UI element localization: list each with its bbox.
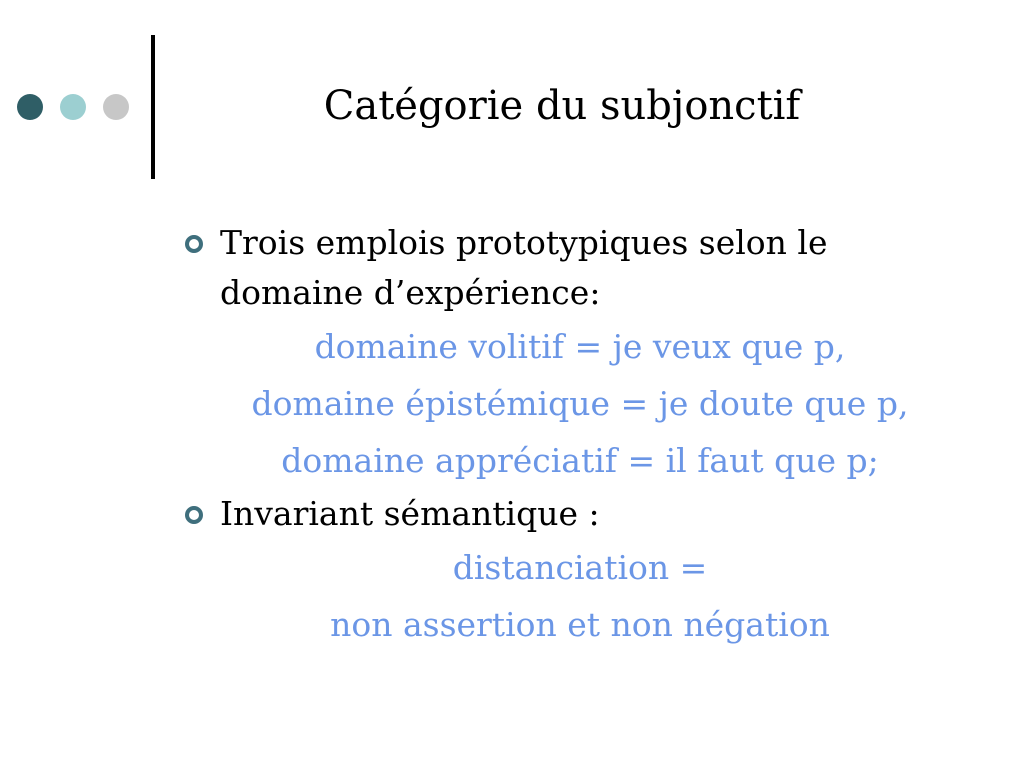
ring-bullet-icon (185, 235, 203, 253)
bullet-text: Invariant sémantique : (220, 494, 600, 533)
dot-light-icon (103, 94, 129, 120)
ring-bullet-icon (185, 506, 203, 524)
slide-body (180, 218, 970, 653)
bullet-item-invariant (180, 489, 970, 539)
sub-line-distanciation: distanciation = (452, 548, 708, 587)
dot-dark-icon (17, 94, 43, 120)
dot-mid-icon (60, 94, 86, 120)
slide-title: Catégorie du subjonctif (323, 83, 801, 129)
bullet-item-emplois (180, 218, 970, 318)
sub-line-non-assertion: non assertion et non négation (330, 605, 830, 644)
bullet-text: Trois emplois prototypiques selon le domaine d’expérience: (220, 223, 828, 312)
title-divider (151, 35, 155, 179)
sub-line-epistemique: domaine épistémique = je doute que p, (251, 384, 909, 423)
sub-line-volitif: domaine volitif = je veux que p, (314, 327, 846, 366)
sub-line-appreciatif: domaine appréciatif = il faut que p; (281, 441, 879, 480)
decorative-dots (0, 0, 160, 200)
